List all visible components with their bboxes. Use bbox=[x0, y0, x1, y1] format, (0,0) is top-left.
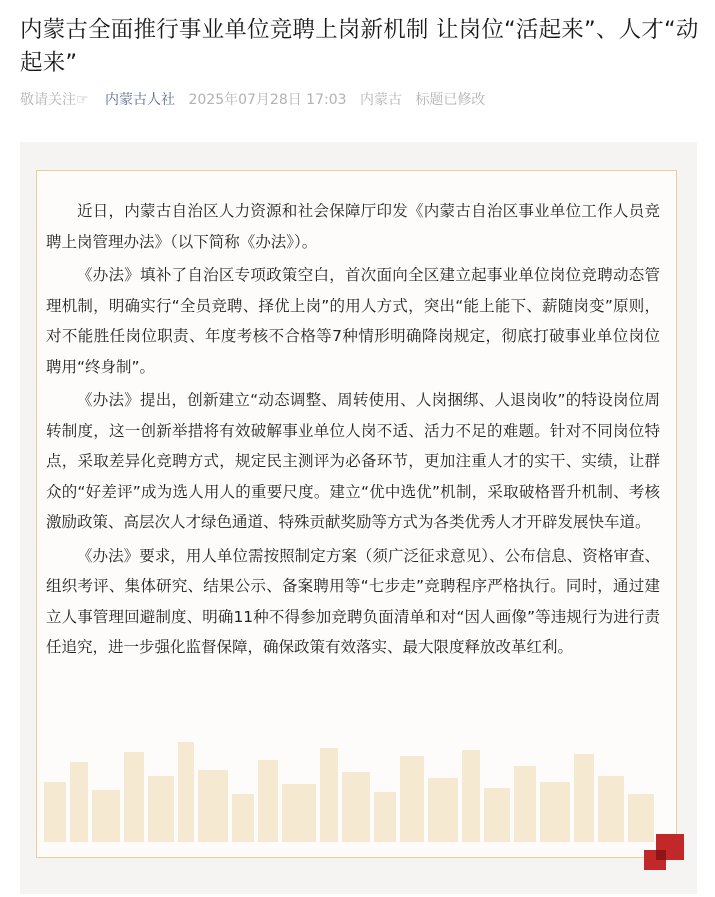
title-edited-notice: 标题已修改 bbox=[415, 92, 486, 108]
article-meta bbox=[20, 90, 494, 110]
corner-decoration-icon bbox=[644, 834, 684, 870]
paragraph: 《办法》要求，用人单位需按照制定方案（须广泛征求意见）、公布信息、资格审查、组织考评、集体研究、结果公示、备案聘用等“七步走”竞聘程序严格执行。同时，通过建立人事管理回避制度、明确11种不得参加竞聘负面清单和对“因人画像”等违规行为进行责任追究，进一步强化监督保障，确保政策有效落实、最大限度释放改革红利。 bbox=[46, 546, 660, 656]
paragraph: 《办法》提出，创新建立“动态调整、周转使用、人岗捆绑、人退岗收”的特设岗位周转制度，这一创新举措将有效破解事业单位人岗不适、活力不足的难题。针对不同岗位特点，采取差异化竞聘方式，规定民主测评为必备环节，更加注重人才的实干、实绩，让群众的“好差评”成为选人用人的重要尺度。建立“优中选优”机制，采取破格晋升机制、考核激励政策、高层次人才绿色通道、特殊贡献奖励等方式为各类优秀人才开辟发展快车道。 bbox=[46, 391, 660, 531]
article-body bbox=[46, 196, 660, 666]
account-name-link[interactable]: 内蒙古人社 bbox=[105, 92, 176, 108]
paragraph: 近日，内蒙古自治区人力资源和社会保障厅印发《内蒙古自治区事业单位工作人员竞聘上岗管理办法》（以下简称《办法》）。 bbox=[46, 202, 660, 251]
article-title: 内蒙古全面推行事业单位竞聘上岗新机制 让岗位“活起来”、人才“动起来” bbox=[20, 17, 699, 76]
follow-prompt: 敬请关注☞ bbox=[20, 92, 89, 108]
publish-location: 内蒙古 bbox=[359, 92, 402, 108]
publish-datetime: 2025年07月28日 17:03 bbox=[188, 92, 347, 108]
paragraph: 《办法》填补了自治区专项政策空白，首次面向全区建立起事业单位岗位竞聘动态管理机制，明确实行“全员竞聘、择优上岗”的用人方式，突出“能上能下、薪随岗变”原则，对不能胜任岗位职责、年度考核不合格等7种情形明确降岗规定，彻底打破事业单位岗位聘用“终身制”。 bbox=[46, 266, 660, 376]
